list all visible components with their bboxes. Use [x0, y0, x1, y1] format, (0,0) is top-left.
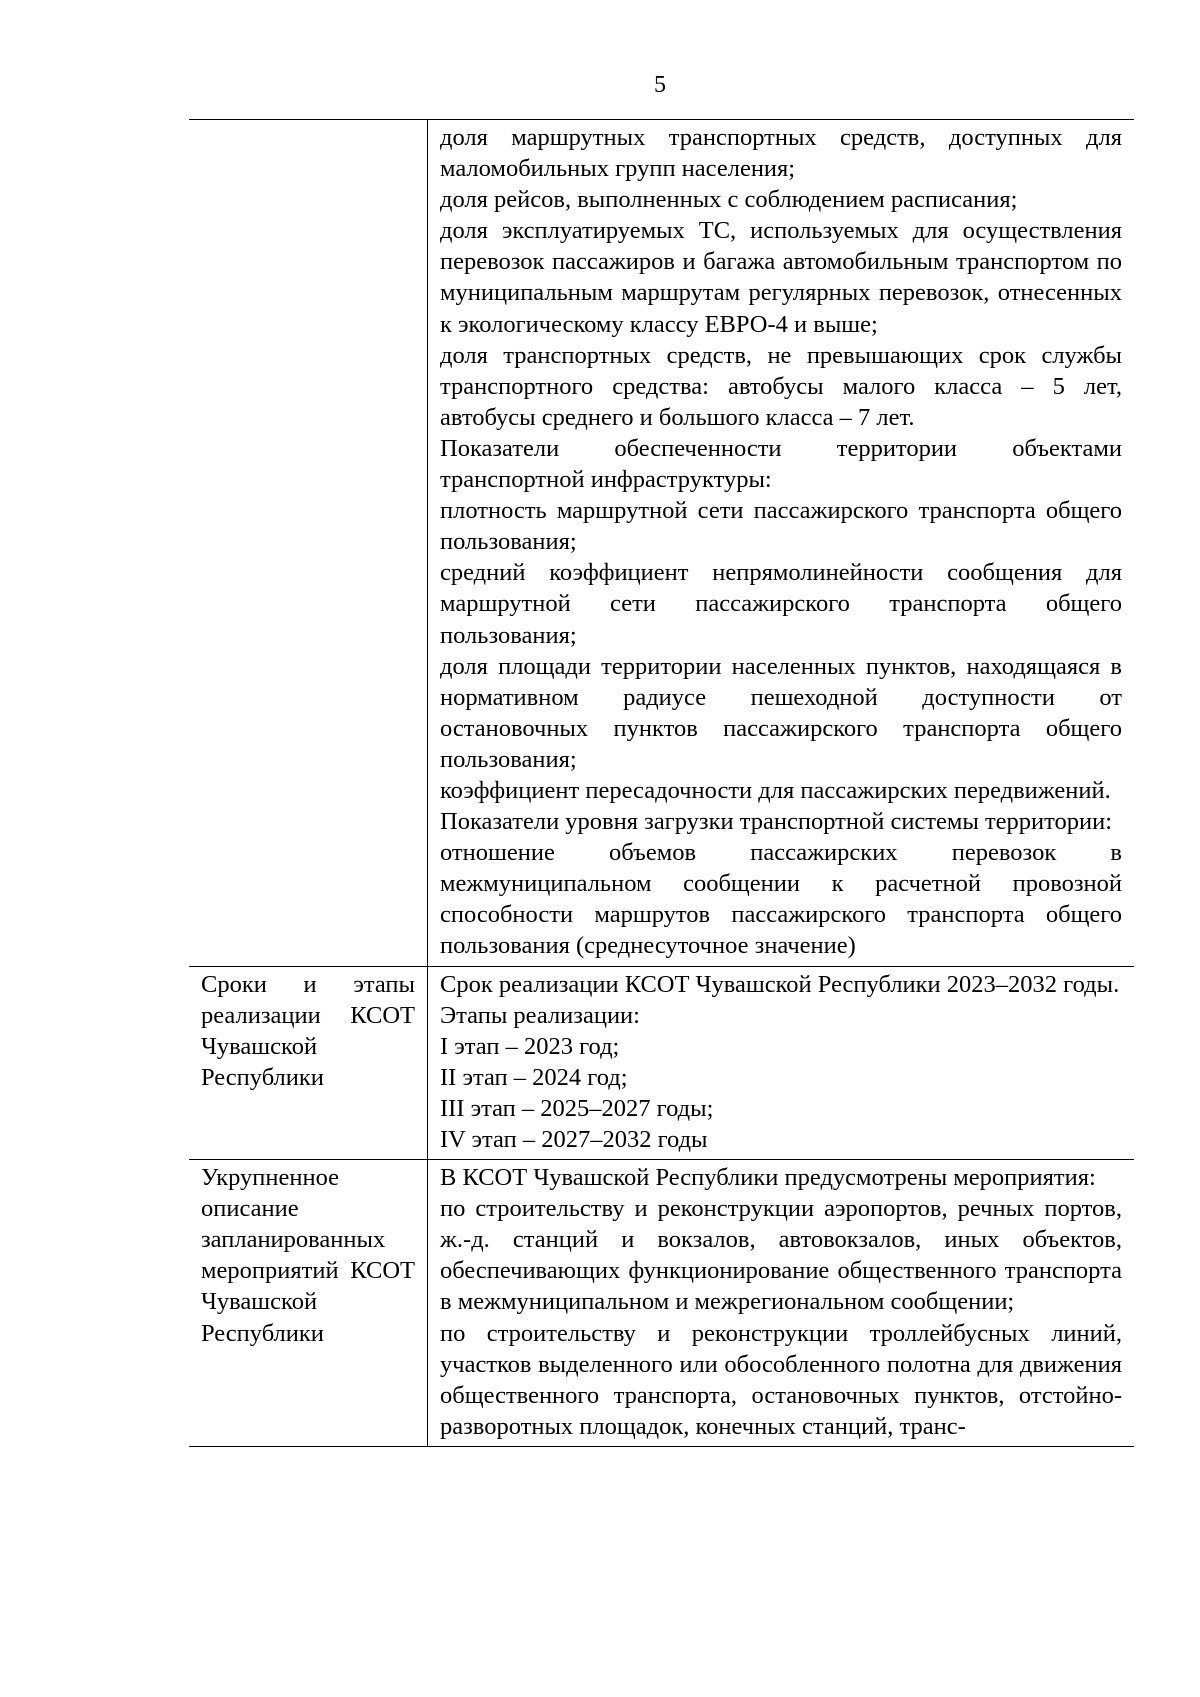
paragraph: плотность маршрутной сети пассажирского транспорта общего пользования; [440, 497, 1122, 556]
paragraph: Этапы реализации: [440, 1001, 640, 1029]
paragraph: доля площади территории населенных пунктов, находящаяся в нормативном радиусе пешеходной доступности от остановочных пунктов пассажирского транспорта общего пользования; [440, 652, 1122, 773]
paragraph: Показатели обеспеченности территории объектами транспортной инфраструктуры: [440, 434, 1122, 494]
paragraph: I этап – 2023 год; [440, 1032, 620, 1060]
paragraph: Показатели уровня загрузки транспортной системы территории: [440, 808, 1113, 836]
row-label: Укрупненное описание запланированных мероприятий КСОТ Чувашской Республики [201, 1164, 415, 1347]
paragraph: по строительству и реконструкции аэропортов, речных портов, ж.-д. станций и вокзалов, автовокзалов, иных объектов, обеспечивающих функционирование общественного транспорта в межмуниципальном и межрегиональном сообщении; [440, 1195, 1122, 1316]
paragraph: В КСОТ Чувашской Республики предусмотрены мероприятия: [440, 1164, 1096, 1192]
page-number: 5 [654, 72, 666, 98]
row-label-cell [189, 966, 428, 1160]
paragraph: средний коэффициент непрямолинейности сообщения для маршрутной сети пассажирского транспорта общего пользования; [440, 559, 1122, 649]
paragraph: III этап – 2025–2027 годы; [440, 1094, 714, 1122]
row-label: Сроки и этапы реализации КСОТ Чувашской Республики [201, 970, 415, 1091]
paragraph: коэффициент пересадочности для пассажирских передвижений. [440, 776, 1111, 804]
paragraph: доля эксплуатируемых ТС, используемых для осуществления перевозок пассажиров и багажа автомобильным транспортом по муниципальным маршрутам регулярных перевозок, отнесенных к экологическому классу ЕВРО-4 и выше; [440, 217, 1122, 338]
row-label-cell [189, 120, 428, 967]
row-content-cell [428, 1160, 1135, 1447]
row-content-cell [428, 120, 1135, 967]
table-row [189, 120, 1134, 967]
paragraph: Срок реализации КСОТ Чувашской Республики 2023–2032 годы. [440, 970, 1120, 998]
row-content-cell [428, 966, 1135, 1160]
paragraph: по строительству и реконструкции троллейбусных линий, участков выделенного или обособленного полотна для движения общественного транспорта, остановочных пунктов, отстойно-разворотных площадок, конечных станций, транс- [440, 1319, 1122, 1440]
paragraph: доля маршрутных транспортных средств, доступных для маломобильных групп населения; [440, 124, 1122, 183]
paragraph: II этап – 2024 год; [440, 1063, 628, 1091]
paragraph: IV этап – 2027–2032 годы [440, 1126, 708, 1153]
row-label-cell [189, 1160, 428, 1447]
paragraph: доля транспортных средств, не превышающих срок службы транспортного средства: автобусы малого класса – 5 лет, автобусы среднего и большого класса – 7 лет. [440, 341, 1122, 431]
table-row [189, 966, 1134, 1160]
paragraph: доля рейсов, выполненных с соблюдением расписания; [440, 186, 1018, 214]
table-row [189, 1160, 1134, 1447]
passport-table [189, 119, 1134, 1447]
paragraph: отношение объемов пассажирских перевозок в межмуниципальном сообщении к расчетной провозной способности маршрутов пассажирского транспорта общего пользования (среднесуточное значение) [440, 839, 1122, 960]
